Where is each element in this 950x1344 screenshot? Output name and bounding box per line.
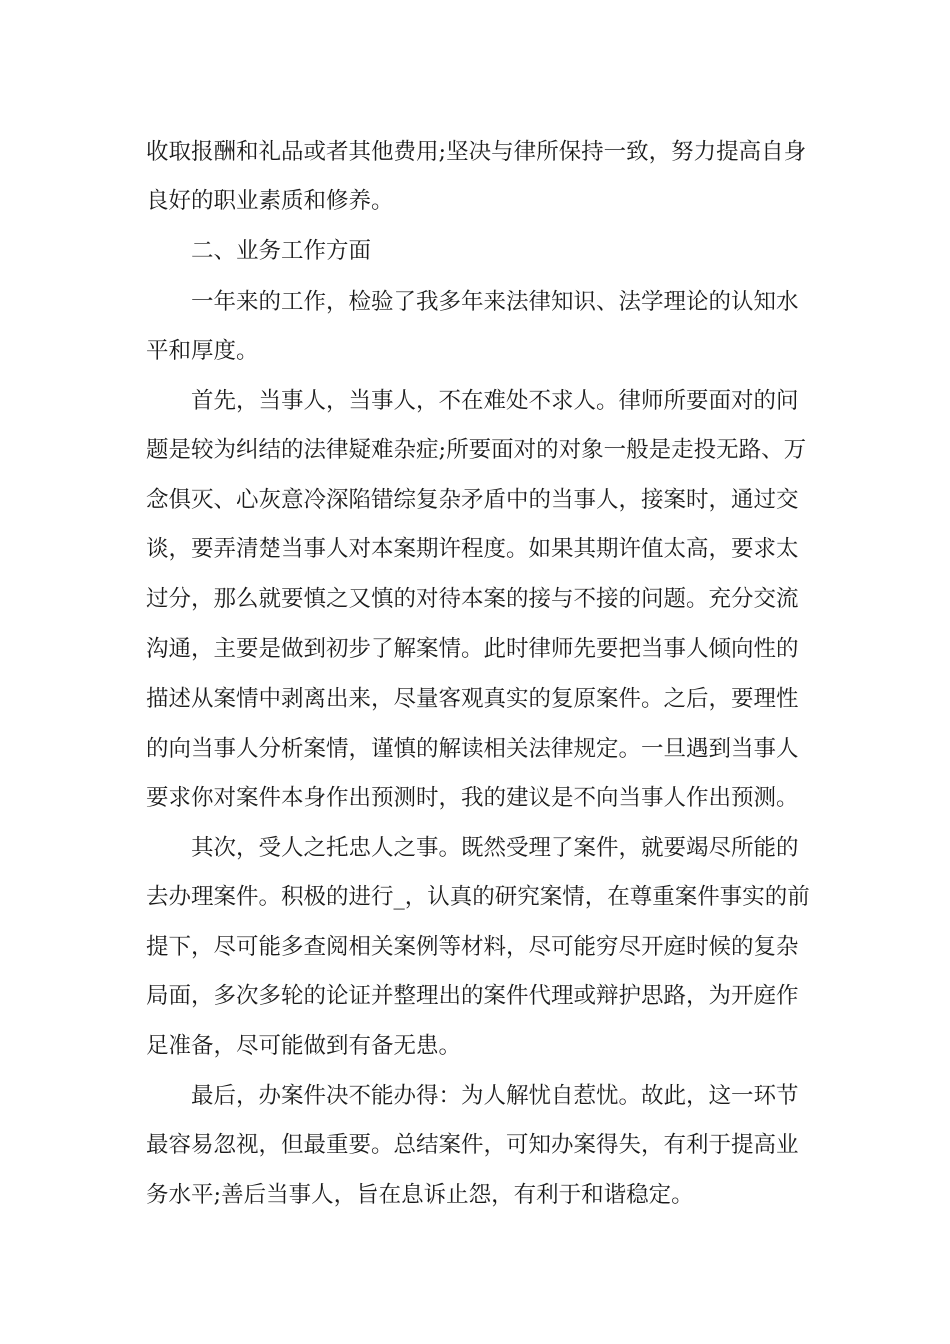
text-line: 首先，当事人，当事人，不在难处不求人。律师所要面对的问 <box>191 388 799 414</box>
section-heading: 二、业务工作方面 <box>191 238 372 264</box>
text-line: 局面，多次多轮的论证并整理出的案件代理或辩护思路，为开庭作 <box>146 983 799 1009</box>
text-line: 念俱灭、心灰意冷深陷错综复杂矛盾中的当事人，接案时，通过交 <box>146 487 799 513</box>
text-line: 沟通，主要是做到初步了解案情。此时律师先要把当事人倾向性的 <box>146 636 799 662</box>
text-line: 一年来的工作，检验了我多年来法律知识、法学理论的认知水 <box>191 289 799 315</box>
text-line: 要求你对案件本身作出预测时，我的建议是不向当事人作出预测。 <box>146 785 799 811</box>
text-line: 平和厚度。 <box>146 338 259 364</box>
text-line: 最容易忽视，但最重要。总结案件，可知办案得失，有利于提高业 <box>146 1132 799 1158</box>
text-line: 提下，尽可能多查阅相关案例等材料，尽可能穷尽开庭时候的复杂 <box>146 934 799 960</box>
text-line: 的向当事人分析案情，谨慎的解读相关法律规定。一旦遇到当事人 <box>146 736 799 762</box>
text-line: 题是较为纠结的法律疑难杂症;所要面对的对象一般是走投无路、万 <box>146 437 807 463</box>
text-line: 务水平;善后当事人，旨在息诉止怨，有利于和谐稳定。 <box>146 1182 694 1208</box>
text-line: 收取报酬和礼品或者其他费用;坚决与律所保持一致，努力提高自身 <box>146 139 807 165</box>
text-line: 描述从案情中剥离出来，尽量客观真实的复原案件。之后，要理性 <box>146 686 799 712</box>
text-line: 过分，那么就要慎之又慎的对待本案的接与不接的问题。充分交流 <box>146 586 799 612</box>
text-line: 去办理案件。积极的进行_，认真的研究案情，在尊重案件事实的前 <box>146 884 810 910</box>
text-line: 良好的职业素质和修养。 <box>146 188 394 214</box>
text-line: 最后，办案件决不能办得：为人解忧自惹忧。故此，这一环节 <box>191 1083 799 1109</box>
text-line: 足准备，尽可能做到有备无患。 <box>146 1033 462 1059</box>
text-line: 谈，要弄清楚当事人对本案期许程度。如果其期许值太高，要求太 <box>146 536 799 562</box>
text-line: 其次，受人之托忠人之事。既然受理了案件，就要竭尽所能的 <box>191 835 799 861</box>
